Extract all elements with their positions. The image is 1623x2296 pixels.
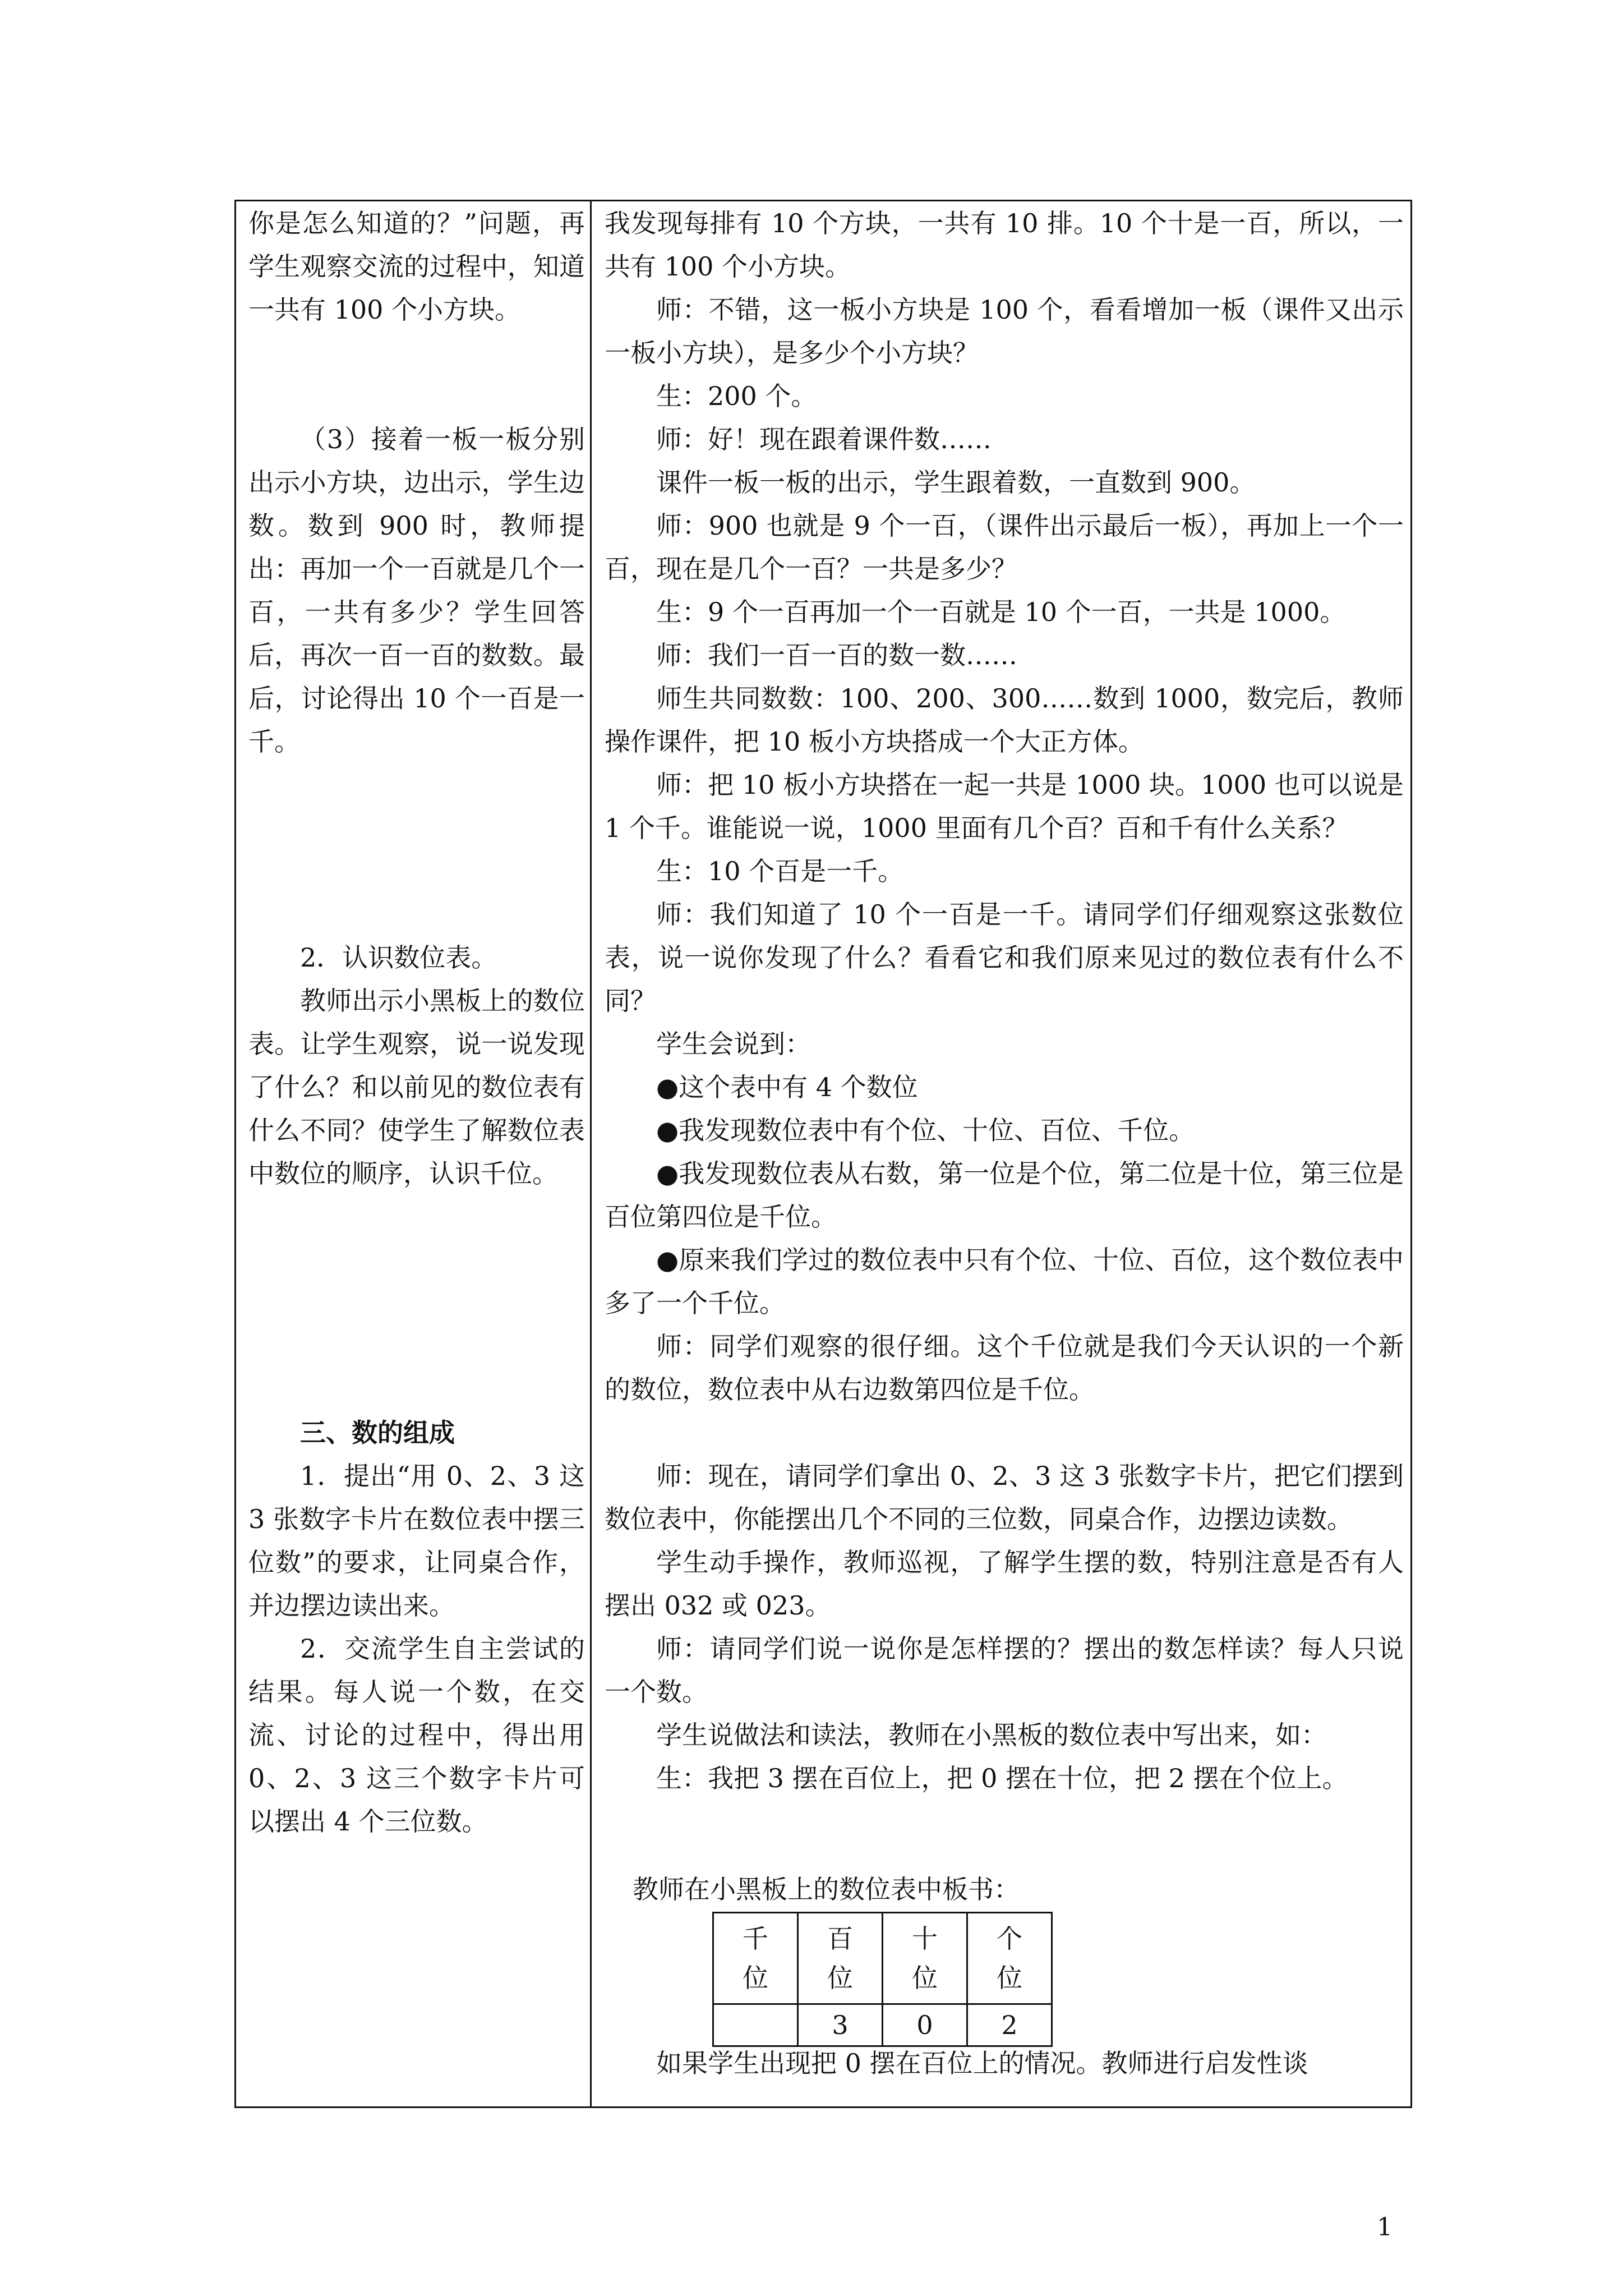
right-para-9: 师生共同数数：100、200、300……数到 1000，数完后，教师操作课件，把 10 板小方块搭成一个大正方体。 bbox=[605, 683, 1404, 757]
right-para-10: 师：把 10 板小方块搭在一起一共是 1000 块。1000 也可以说是 1 个千。谁能说一说，1000 里面有几个百？百和千有什么关系？ bbox=[605, 770, 1404, 843]
right-para-16: 学生动手操作，教师巡视，了解学生摆的数，特别注意是否有人摆出 032 或 023。 bbox=[605, 1547, 1404, 1621]
place-value-tens: 0 bbox=[883, 2004, 967, 2046]
right-bullet-2: ●我发现数位表中有个位、十位、百位、千位。 bbox=[656, 1115, 1195, 1145]
right-para-11: 生：10 个百是一千。 bbox=[656, 856, 904, 886]
place-value-row bbox=[713, 2004, 1052, 2046]
left-para-2: （3）接着一板一板分别出示小方块，边出示，学生边数。数到 900 时，教师提出：再加一个一百就是几个一百，一共有多少？学生回答后，再次一百一百的数数。最后，讨论得出 10 个一百是一千。 bbox=[248, 424, 585, 757]
place-header-ones: 个 位 bbox=[967, 1913, 1052, 2004]
right-column bbox=[605, 202, 1404, 1800]
right-para-8: 师：我们一百一百的数一数…… bbox=[656, 640, 1017, 670]
left-para-4: 教师出示小黑板上的数位表。让学生观察，说一说发现了什么？和以前见的数位表有什么不同？使学生了解数位表中数位的顺序，认识千位。 bbox=[248, 986, 585, 1189]
place-header-hundreds: 百 位 bbox=[798, 1913, 883, 2004]
page-number: 1 bbox=[1377, 2213, 1393, 2242]
left-para-3: 2．认识数位表。 bbox=[300, 942, 497, 973]
right-para-19: 生：我把 3 摆在百位上，把 0 摆在十位，把 2 摆在个位上。 bbox=[656, 1763, 1348, 1793]
right-para-13: 学生会说到： bbox=[656, 1029, 811, 1059]
left-para-1: 你是怎么知道的？”问题，再学生观察交流的过程中，知道一共有 100 个小方块。 bbox=[248, 208, 585, 325]
left-para-5: 1．提出“用 0、2、3 这 3 张数字卡片在数位表中摆三位数”的要求，让同桌合作，并边摆边读出来。 bbox=[248, 1461, 585, 1621]
place-header-tens: 十 位 bbox=[883, 1913, 967, 2004]
right-para-4: 师：好！现在跟着课件数…… bbox=[656, 424, 992, 454]
right-para-1: 我发现每排有 10 个方块，一共有 10 排。10 个十是一百，所以，一共有 100 个小方块。 bbox=[605, 208, 1404, 282]
place-value-header-row bbox=[713, 1913, 1052, 2004]
right-bullet-4: ●原来我们学过的数位表中只有个位、十位、百位，这个数位表中多了一个千位。 bbox=[605, 1245, 1404, 1318]
right-bullet-3: ●我发现数位表从右数，第一位是个位，第二位是十位，第三位是百位第四位是千位。 bbox=[605, 1158, 1404, 1232]
right-para-3: 生：200 个。 bbox=[656, 381, 817, 411]
right-para-17: 师：请同学们说一说你是怎样摆的？摆出的数怎样读？每人只说一个数。 bbox=[605, 1634, 1404, 1707]
place-value-thousands bbox=[713, 2004, 798, 2046]
right-para-18: 学生说做法和读法，教师在小黑板的数位表中写出来，如： bbox=[656, 1720, 1327, 1750]
right-para-15: 师：现在，请同学们拿出 0、2、3 这 3 张数字卡片，把它们摆到数位表中，你能摆出几个不同的三位数，同桌合作，边摆边读数。 bbox=[605, 1461, 1404, 1534]
right-para-14: 师：同学们观察的很仔细。这个千位就是我们今天认识的一个新的数位，数位表中从右边数第四位是千位。 bbox=[605, 1331, 1404, 1405]
place-value-hundreds: 3 bbox=[798, 2004, 883, 2046]
right-last-line: 如果学生出现把 0 摆在百位上的情况。教师进行启发性谈 bbox=[656, 2048, 1308, 2078]
right-para-6: 师：900 也就是 9 个一百，（课件出示最后一板），再加上一个一百，现在是几个一百？一共是多少？ bbox=[605, 510, 1404, 584]
last-line-container bbox=[605, 2042, 1404, 2085]
right-para-5: 课件一板一板的出示，学生跟着数，一直数到 900。 bbox=[656, 467, 1256, 498]
right-bullet-1: ●这个表中有 4 个数位 bbox=[656, 1072, 918, 1102]
left-section-heading: 三、数的组成 bbox=[300, 1418, 455, 1448]
place-header-thousands: 千 位 bbox=[713, 1913, 798, 2004]
column-divider bbox=[590, 200, 592, 2108]
right-para-2: 师：不错，这一板小方块是 100 个，看看增加一板（课件又出示一板小方块），是多少个小方块？ bbox=[605, 295, 1404, 368]
left-para-6: 2．交流学生自主尝试的结果。每人说一个数，在交流、讨论的过程中，得出用 0、2、3 这三个数字卡片可以摆出 4 个三位数。 bbox=[248, 1634, 585, 1837]
place-value-ones: 2 bbox=[967, 2004, 1052, 2046]
board-intro: 教师在小黑板上的数位表中板书： bbox=[633, 1874, 1020, 1904]
right-para-7: 生：9 个一百再加一个一百就是 10 个一百，一共是 1000。 bbox=[656, 597, 1346, 627]
place-value-table bbox=[712, 1912, 1053, 2047]
right-para-12: 师：我们知道了 10 个一百是一千。请同学们仔细观察这张数位表，说一说你发现了什么？看看它和我们原来见过的数位表有什么不同？ bbox=[605, 899, 1404, 1016]
left-column bbox=[248, 202, 585, 1843]
